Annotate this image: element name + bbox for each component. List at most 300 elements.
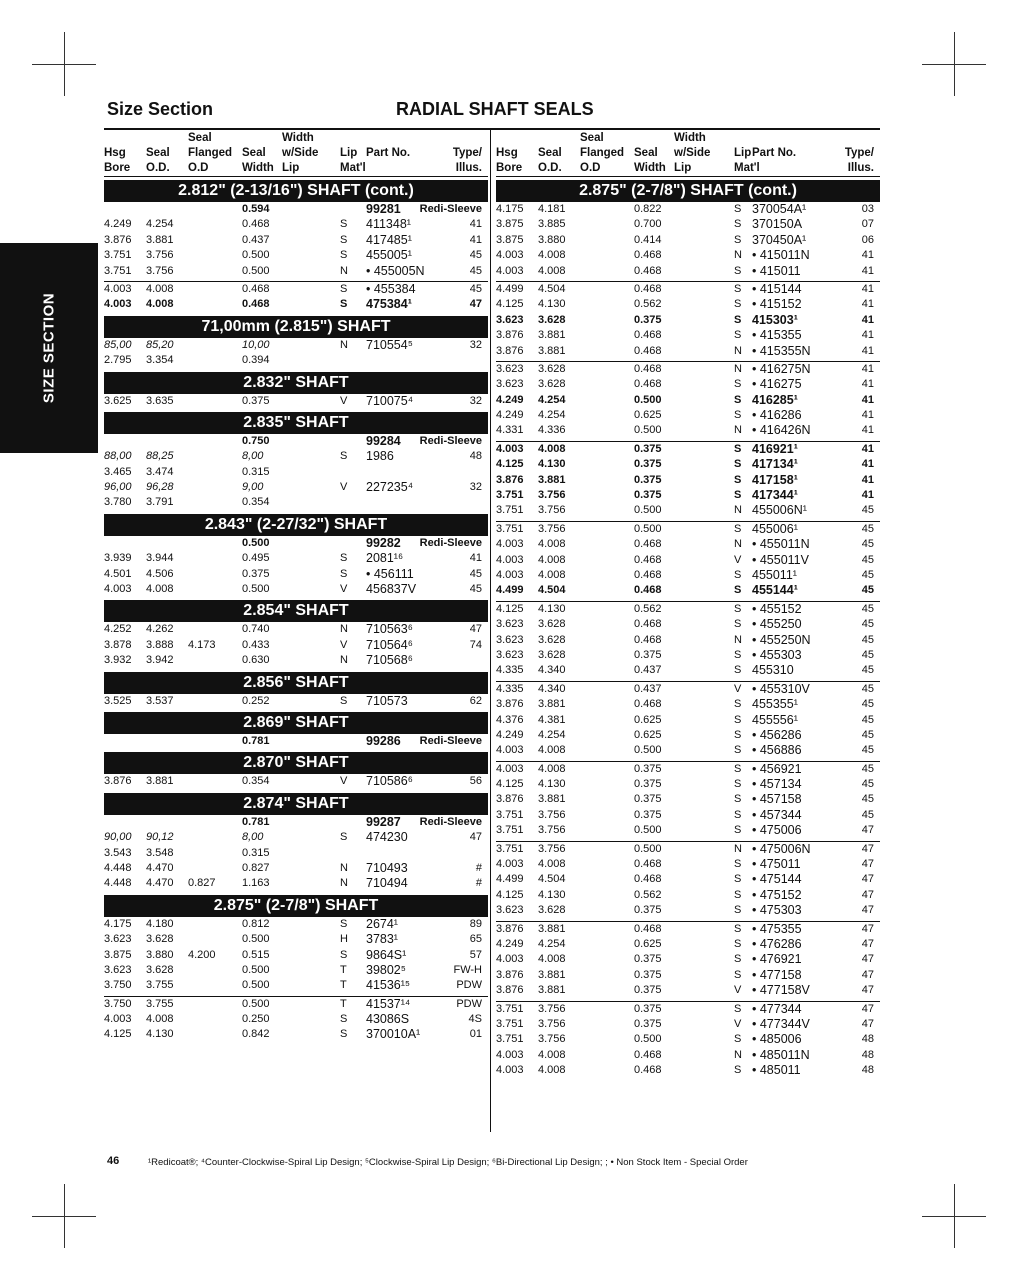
type-illus: 45 (861, 744, 874, 757)
seal-od: 4.130 (146, 1028, 174, 1041)
crop-mark (922, 1216, 986, 1217)
type-illus: 41 (861, 329, 874, 342)
type-illus: 57 (469, 948, 482, 961)
table-row (104, 622, 488, 637)
hsg-bore: 3.623 (104, 963, 132, 976)
hsg-bore: 4.448 (104, 877, 132, 890)
seal-width: 0.468 (634, 249, 662, 262)
type-illus: 41 (861, 298, 874, 311)
lip-material: V (340, 775, 348, 788)
seal-od: 85,20 (146, 338, 174, 351)
hsg-bore: 3.876 (496, 984, 524, 997)
part-number: 710563⁶ (366, 622, 413, 637)
seal-width: 0.468 (634, 568, 662, 581)
column-header-label: Type/ (452, 147, 482, 159)
hsg-bore: 3.875 (104, 948, 132, 961)
lip-material: V (734, 553, 742, 566)
seal-width: 0.500 (242, 583, 270, 596)
part-number: • 415355 (752, 328, 802, 343)
part-number: 455556¹ (752, 712, 798, 727)
table-row (496, 1048, 880, 1063)
column-divider (490, 130, 491, 1132)
type-illus: 41 (861, 378, 874, 391)
lip-material: V (340, 394, 348, 407)
table-row (496, 1017, 880, 1032)
lip-material: S (734, 602, 742, 615)
column-header-label: Mat'l (340, 162, 366, 174)
seal-width: 0.625 (634, 713, 662, 726)
hsg-bore: 4.003 (496, 538, 524, 551)
lip-material: S (340, 298, 348, 311)
lip-material: N (340, 264, 348, 277)
seal-width: 0.375 (242, 567, 270, 580)
column-header-label: Seal (580, 132, 604, 144)
type-illus: 41 (861, 362, 874, 375)
hsg-bore: 3.876 (496, 793, 524, 806)
column-header-label: Lip (674, 162, 692, 174)
part-number: • 457158 (752, 792, 802, 807)
part-number: 417158¹ (752, 472, 798, 487)
part-number: 474230 (366, 830, 408, 845)
part-number: 227235⁴ (366, 480, 414, 495)
seal-od: 3.881 (538, 329, 566, 342)
seal-od: 4.254 (146, 218, 174, 231)
seal-width: 0.437 (634, 664, 662, 677)
lip-material: V (340, 583, 348, 596)
part-number: 417485¹ (366, 232, 412, 247)
type-illus: 48 (469, 450, 482, 463)
table-row (496, 841, 880, 857)
table-row (104, 978, 488, 993)
lip-material: V (340, 481, 348, 494)
hsg-bore: 2.795 (104, 354, 132, 367)
seal-width: 0.500 (634, 744, 662, 757)
type-illus: 41 (861, 458, 874, 471)
table-row (104, 567, 488, 582)
table-row (496, 903, 880, 918)
seal-od: 4.180 (146, 917, 174, 930)
lip-material: S (340, 917, 348, 930)
lip-material: N (734, 842, 742, 855)
table-row (496, 743, 880, 758)
shaft-size-banner: 71,00mm (2.815") SHAFT (104, 316, 488, 338)
type-illus: 48 (861, 1064, 874, 1077)
table-row (104, 694, 488, 709)
seal-od: 3.756 (146, 264, 174, 277)
lip-material: S (734, 378, 742, 391)
lip-material: H (340, 933, 348, 946)
column-header-label: Mat'l (734, 162, 760, 174)
seal-od: 3.791 (146, 496, 174, 509)
table-row (496, 697, 880, 712)
seal-od: 3.628 (538, 618, 566, 631)
table-row (496, 1063, 880, 1078)
seal-od: 3.755 (146, 997, 174, 1010)
lip-material: S (340, 694, 348, 707)
part-number: • 476286 (752, 936, 802, 951)
seal-od: 88,25 (146, 450, 174, 463)
table-row (104, 582, 488, 597)
type-illus: 47 (861, 904, 874, 917)
part-number: • 455152 (752, 601, 802, 616)
side-tab-label: SIZE SECTION (40, 292, 58, 404)
hsg-bore: 4.125 (496, 888, 524, 901)
section-heading: Size Section (107, 99, 214, 119)
seal-od: 4.008 (146, 298, 174, 311)
hsg-bore: 3.932 (104, 654, 132, 667)
lip-material: S (734, 713, 742, 726)
table-row (496, 921, 880, 937)
type-illus: 41 (861, 409, 874, 422)
table-row (104, 861, 488, 876)
seal-od: 3.881 (538, 968, 566, 981)
part-number: • 477158 (752, 967, 802, 982)
part-number: 416285¹ (752, 392, 798, 407)
flanged-od: 4.173 (188, 638, 216, 651)
lip-material: S (734, 1033, 742, 1046)
seal-width: 0.375 (634, 1002, 662, 1015)
type-illus: 48 (861, 1048, 874, 1061)
seal-od: 4.504 (538, 282, 566, 295)
type-illus: 47 (861, 968, 874, 981)
seal-od: 3.628 (538, 362, 566, 375)
seal-od: 3.881 (538, 984, 566, 997)
part-number: • 455384 (366, 281, 416, 296)
type-illus: 41 (861, 313, 874, 326)
hsg-bore: 4.003 (104, 1013, 132, 1026)
crop-mark (32, 1216, 96, 1217)
seal-od: 3.474 (146, 465, 174, 478)
seal-od: 3.756 (538, 1033, 566, 1046)
table-row (496, 872, 880, 887)
part-number: 456837V (366, 582, 417, 597)
lip-material: S (340, 552, 348, 565)
seal-width: 0.375 (634, 313, 662, 326)
lip-material: S (734, 233, 742, 246)
table-row (496, 823, 880, 838)
part-number: • 456286 (752, 727, 802, 742)
type-illus: 45 (861, 633, 874, 646)
lip-material: S (734, 442, 742, 455)
column-header-label: Width (674, 132, 706, 144)
lip-material: N (340, 338, 348, 351)
part-number: • 455011N (752, 537, 810, 552)
table-row (104, 1027, 488, 1042)
seal-width: 0.375 (634, 458, 662, 471)
seal-width: 0.500 (634, 824, 662, 837)
type-illus: 32 (469, 394, 482, 407)
part-number: • 485006 (752, 1032, 802, 1047)
column-header-label: Lip (340, 147, 358, 159)
hsg-bore: 4.249 (496, 937, 524, 950)
hsg-bore: 4.003 (496, 953, 524, 966)
part-number: 9864S¹ (366, 947, 407, 962)
seal-width: 0.375 (634, 904, 662, 917)
hsg-bore: 4.249 (496, 409, 524, 422)
table-row (496, 217, 880, 232)
table-row (496, 888, 880, 903)
part-number: 415303¹ (752, 312, 798, 327)
seal-width: 0.375 (634, 984, 662, 997)
hsg-bore: 4.003 (496, 744, 524, 757)
hsg-bore: 3.750 (104, 979, 132, 992)
seal-width: 0.468 (634, 1064, 662, 1077)
hsg-bore: 4.499 (496, 282, 524, 295)
seal-od: 4.470 (146, 861, 174, 874)
table-row (496, 521, 880, 537)
lip-material: N (734, 344, 742, 357)
seal-width: 0.562 (634, 298, 662, 311)
column-header-label: Illus. (455, 162, 482, 174)
part-number: • 485011 (752, 1063, 801, 1078)
part-number: 370450A¹ (752, 232, 807, 247)
hsg-bore: 4.499 (496, 873, 524, 886)
seal-od: 4.008 (538, 553, 566, 566)
part-number: • 455310V (752, 681, 810, 696)
table-row (496, 248, 880, 263)
type-illus: 45 (861, 682, 874, 695)
seal-width: 0.625 (634, 409, 662, 422)
seal-od: 4.181 (538, 203, 566, 215)
type-illus: 45 (861, 504, 874, 517)
hsg-bore: 4.376 (496, 713, 524, 726)
type-illus: 62 (469, 694, 482, 707)
hsg-bore: 4.335 (496, 682, 524, 695)
hsg-bore: 3.751 (496, 1002, 524, 1015)
table-row (496, 408, 880, 423)
table-row (104, 734, 488, 749)
type-illus: 45 (469, 264, 482, 277)
seal-width: 0.375 (634, 648, 662, 661)
seal-od: 96,28 (146, 481, 174, 494)
hsg-bore: 3.623 (496, 648, 524, 661)
type-illus: 45 (861, 538, 874, 551)
type-illus: 45 (861, 762, 874, 775)
seal-width: 0.495 (242, 552, 270, 565)
seal-width: 0.375 (634, 953, 662, 966)
seal-width: 0.468 (634, 873, 662, 886)
type-illus: 89 (469, 917, 482, 930)
hsg-bore: 3.751 (104, 249, 132, 262)
lip-material: S (734, 904, 742, 917)
part-number: • 455011V (752, 552, 809, 567)
lip-material: S (734, 824, 742, 837)
seal-width: 0.515 (242, 948, 270, 961)
part-number: 710493 (366, 860, 408, 875)
shaft-size-banner: 2.869" SHAFT (104, 712, 488, 734)
hsg-bore: 3.623 (496, 633, 524, 646)
table-row (496, 601, 880, 617)
seal-od: 4.254 (538, 409, 566, 422)
shaft-size-banner: 2.875" (2-7/8") SHAFT (104, 895, 488, 917)
hsg-bore: 3.876 (496, 698, 524, 711)
column-header-label: Lip (282, 162, 300, 174)
seal-width: 0.468 (634, 698, 662, 711)
shaft-size-banner: 2.812" (2-13/16") SHAFT (cont.) (104, 180, 488, 202)
column-header-label: Seal (188, 132, 212, 144)
hsg-bore: 4.003 (496, 442, 524, 455)
type-illus: 45 (469, 249, 482, 262)
table-row (496, 952, 880, 967)
column-header-label: Width (242, 162, 274, 174)
seal-width: 0.500 (242, 979, 270, 992)
seal-od: 4.254 (538, 937, 566, 950)
part-number: 455310 (752, 663, 794, 678)
table-row (496, 457, 880, 472)
type-illus: 4S (468, 1013, 482, 1026)
seal-width: 0.433 (242, 638, 270, 651)
seal-width: 0.354 (242, 496, 270, 509)
table-row (496, 777, 880, 792)
seal-width: 0.437 (242, 233, 270, 246)
part-number: • 416275N (752, 361, 811, 376)
seal-od: 4.254 (538, 393, 566, 406)
seal-od: 4.340 (538, 664, 566, 677)
seal-width: 0.468 (242, 282, 270, 295)
type-illus: 41 (861, 473, 874, 486)
seal-width: 0.500 (242, 963, 270, 976)
table-row (496, 713, 880, 728)
lip-material: S (340, 450, 348, 463)
part-number: • 477344 (752, 1001, 802, 1016)
type-illus: 41 (861, 282, 874, 295)
column-header-label: Seal (242, 147, 266, 159)
hsg-bore: 88,00 (104, 450, 132, 463)
type-illus: 74 (469, 638, 482, 651)
hsg-bore: 3.780 (104, 496, 132, 509)
hsg-bore: 4.003 (496, 858, 524, 871)
lip-material: S (734, 1064, 742, 1077)
hsg-bore: 4.003 (104, 282, 132, 295)
hsg-bore: 3.878 (104, 638, 132, 651)
hsg-bore: 4.125 (496, 602, 524, 615)
type-illus: 45 (861, 778, 874, 791)
column-header-label: Seal (146, 147, 170, 159)
column-header-label: Lip (734, 147, 752, 159)
seal-width: 0.394 (242, 354, 270, 367)
type-illus: 47 (861, 858, 874, 871)
crop-mark (922, 64, 986, 65)
hsg-bore: 3.876 (496, 922, 524, 935)
size-section-tab (0, 243, 98, 453)
hsg-bore: 3.876 (496, 329, 524, 342)
table-row (104, 536, 488, 551)
type-illus: 45 (861, 793, 874, 806)
lip-material: N (340, 877, 348, 890)
part-number: • 477344V (752, 1016, 810, 1031)
hsg-bore: 3.623 (104, 933, 132, 946)
table-row (496, 728, 880, 743)
part-number: • 485011N (752, 1047, 810, 1062)
hsg-bore: 4.003 (496, 568, 524, 581)
table-row (496, 568, 880, 583)
part-number: 370054A¹ (752, 202, 807, 216)
part-number: 710568⁶ (366, 653, 413, 668)
hsg-bore: 3.465 (104, 465, 132, 478)
hsg-bore: 85,00 (104, 338, 132, 351)
table-row (104, 830, 488, 845)
hsg-bore: 3.623 (496, 378, 524, 391)
seal-width: 1.163 (242, 877, 270, 890)
hsg-bore: 4.003 (496, 553, 524, 566)
table-row (104, 653, 488, 668)
column-header-label: O.D. (146, 162, 170, 174)
table-row (496, 617, 880, 632)
table-row (496, 202, 880, 217)
seal-od: 3.756 (538, 522, 566, 535)
table-row (104, 932, 488, 947)
seal-width: 0.500 (242, 933, 270, 946)
table-row (496, 423, 880, 438)
seal-od: 4.506 (146, 567, 174, 580)
lip-material: V (734, 984, 742, 997)
table-row (104, 281, 488, 297)
type-illus: 45 (861, 728, 874, 741)
lip-material: T (340, 997, 347, 1010)
seal-od: 4.262 (146, 623, 174, 636)
seal-width: 0.500 (634, 1033, 662, 1046)
lip-material: S (734, 458, 742, 471)
seal-width: 0.468 (634, 553, 662, 566)
lip-material: N (734, 504, 742, 517)
type-illus: 45 (469, 282, 482, 295)
table-row (496, 648, 880, 663)
seal-width: 0.375 (242, 394, 270, 407)
type-illus: Redi-Sleeve (419, 815, 482, 828)
type-illus: 47 (861, 873, 874, 886)
hsg-bore: 4.249 (496, 728, 524, 741)
table-row (496, 857, 880, 872)
lip-material: S (734, 778, 742, 791)
part-number: • 415152 (752, 297, 802, 312)
lip-material: S (734, 218, 742, 231)
table-row (104, 434, 488, 449)
seal-width: 0.740 (242, 623, 270, 636)
seal-od: 3.888 (146, 638, 174, 651)
column-header-label: Bore (104, 162, 131, 174)
type-illus: 45 (861, 618, 874, 631)
seal-od: 4.130 (538, 298, 566, 311)
type-illus: 01 (469, 1028, 482, 1041)
part-number: 2081¹⁶ (366, 551, 404, 566)
shaft-size-banner: 2.870" SHAFT (104, 752, 488, 774)
part-number: • 455250N (752, 632, 811, 647)
hsg-bore: 3.623 (496, 362, 524, 375)
seal-width: 8,00 (242, 831, 264, 844)
lip-material: S (340, 1028, 348, 1041)
seal-width: 0.375 (634, 442, 662, 455)
part-number: • 457134 (752, 777, 802, 792)
type-illus: Redi-Sleeve (419, 203, 482, 215)
seal-od: 4.008 (146, 1013, 174, 1026)
lip-material: S (734, 473, 742, 486)
column-header-label: Part No. (752, 147, 797, 159)
table-row (104, 551, 488, 566)
table-row (104, 338, 488, 353)
lip-material: S (734, 1002, 742, 1015)
hsg-bore: 4.003 (496, 1064, 524, 1077)
lip-material: S (734, 329, 742, 342)
hsg-bore: 4.003 (496, 264, 524, 277)
table-row (104, 495, 488, 510)
seal-od: 4.470 (146, 877, 174, 890)
part-number: 455355¹ (752, 697, 798, 712)
type-illus: 32 (469, 338, 482, 351)
lip-material: S (734, 937, 742, 950)
part-number: • 475152 (752, 887, 802, 902)
lip-material: S (340, 233, 348, 246)
table-row (104, 846, 488, 861)
